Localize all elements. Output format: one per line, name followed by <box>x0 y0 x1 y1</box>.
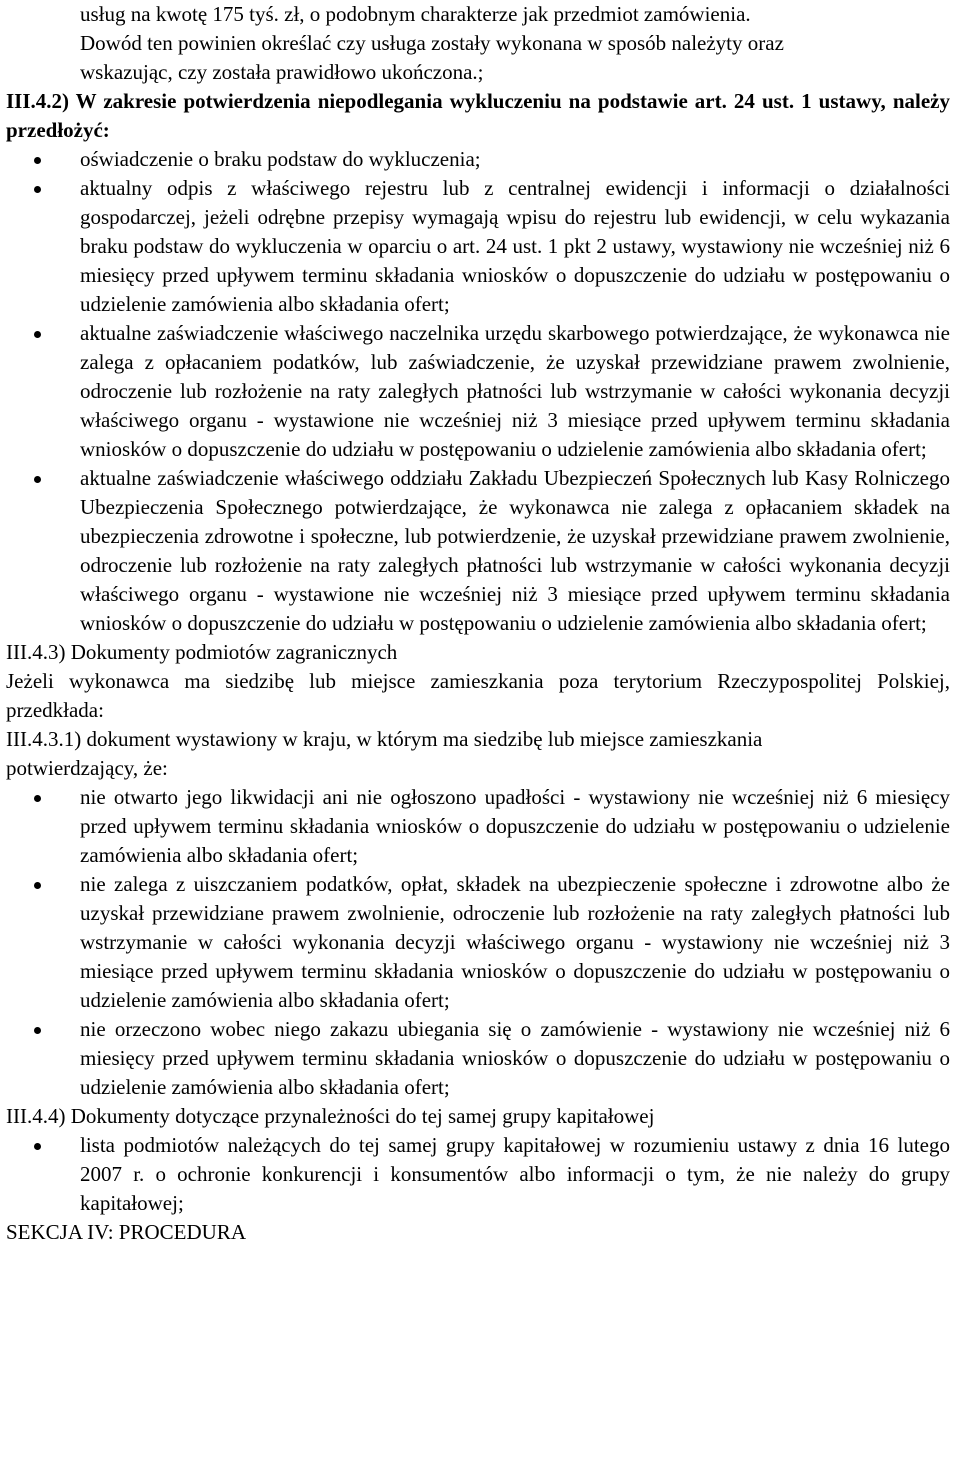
bullet-icon <box>34 1143 41 1150</box>
list-item-text: nie otwarto jego likwidacji ani nie ogłoszono upadłości - wystawiony nie wcześniej niż 6 miesięcy przed upływem terminu składania wniosków o dopuszczenie do udziału w postępowaniu o udzielenie zamówienia albo składania ofert; <box>80 785 950 867</box>
list-item-text: aktualne zaświadczenie właściwego naczelnika urzędu skarbowego potwierdzające, że wykonawca nie zalega z opłacaniem podatków, lub zaświadczenie, że uzyskał przewidziane prawem zwolnienie, odroczenie lub rozłożenie na raty zaległych płatności lub wstrzymanie w całości wykonania decyzji właściwego organu - wystawione nie wcześniej niż 3 miesiące przed upływem terminu składania wniosków o dopuszczenie do udziału w postępowaniu o udzielenie zamówienia albo składania ofert; <box>80 321 950 461</box>
section-343-heading: III.4.3) Dokumenty podmiotów zagranicznych <box>6 640 398 664</box>
intro-line: usług na kwotę 175 tyś. zł, o podobnym charakterze jak przedmiot zamówienia. <box>80 2 751 26</box>
list-item <box>6 1131 950 1218</box>
list-item <box>6 783 950 870</box>
section-3431-heading-cont: potwierdzający, że: <box>6 756 168 780</box>
document-page <box>6 0 950 1247</box>
section-iv-title: SEKCJA IV: PROCEDURA <box>6 1220 246 1244</box>
section-342-list <box>6 145 950 638</box>
intro-line: Dowód ten powinien określać czy usługa zostały wykonana w sposób należyty oraz <box>80 31 784 55</box>
list-item <box>6 464 950 638</box>
list-item <box>6 174 950 319</box>
list-item-text: nie zalega z uiszczaniem podatków, opłat, składek na ubezpieczenie społeczne i zdrowotne albo że uzyskał przewidziane prawem zwolnienie, odroczenie lub rozłożenie na raty zaległych płatności lub wstrzymanie w całości wykonania decyzji właściwego organu - wystawiony nie wcześniej niż 3 miesiące przed upływem terminu składania wniosków o dopuszczenie do udziału w postępowaniu o udzielenie zamówienia albo składania ofert; <box>80 872 950 1012</box>
list-item-text: aktualny odpis z właściwego rejestru lub z centralnej ewidencji i informacji o działalności gospodarczej, jeżeli odrębne przepisy wymagają wpisu do rejestru lub ewidencji, w celu wykazania braku podstaw do wykluczenia w oparciu o art. 24 ust. 1 pkt 2 ustawy, wystawiony nie wcześniej niż 6 miesięcy przed upływem terminu składania wniosków o dopuszczenie do udziału w postępowaniu o udzielenie zamówienia albo składania ofert; <box>80 176 950 316</box>
list-item <box>6 1015 950 1102</box>
bullet-icon <box>34 795 41 802</box>
section-3431-heading: III.4.3.1) dokument wystawiony w kraju, w którym ma siedzibę lub miejsce zamieszkania <box>6 727 763 751</box>
section-343-intro: Jeżeli wykonawca ma siedzibę lub miejsce zamieszkania poza terytorium Rzeczypospolitej Polskiej, przedkłada: <box>6 669 950 722</box>
list-item <box>6 319 950 464</box>
bullet-icon <box>34 331 41 338</box>
list-item-text: oświadczenie o braku podstaw do wykluczenia; <box>80 147 481 171</box>
list-item-text: nie orzeczono wobec niego zakazu ubiegania się o zamówienie - wystawiony nie wcześniej niż 6 miesięcy przed upływem terminu składania wniosków o dopuszczenie do udziału w postępowaniu o udzielenie zamówienia albo składania ofert; <box>80 1017 950 1099</box>
bullet-icon <box>34 186 41 193</box>
section-342-heading: III.4.2) W zakresie potwierdzenia niepodlegania wykluczeniu na podstawie art. 24 ust. 1 ustawy, należy przedłożyć: <box>6 89 950 142</box>
list-item-text: lista podmiotów należących do tej samej grupy kapitałowej w rozumieniu ustawy z dnia 16 lutego 2007 r. o ochronie konkurencji i konsumentów albo informacji o tym, że nie należy do grupy kapitałowej; <box>80 1133 950 1215</box>
section-344-heading: III.4.4) Dokumenty dotyczące przynależności do tej samej grupy kapitałowej <box>6 1104 655 1128</box>
section-343-list <box>6 783 950 1102</box>
bullet-icon <box>34 157 41 164</box>
section-344-list <box>6 1131 950 1218</box>
bullet-icon <box>34 882 41 889</box>
list-item <box>6 870 950 1015</box>
bullet-icon <box>34 476 41 483</box>
intro-paragraph <box>6 0 950 87</box>
list-item-text: aktualne zaświadczenie właściwego oddziału Zakładu Ubezpieczeń Społecznych lub Kasy Rolniczego Ubezpieczenia Społecznego potwierdzające, że wykonawca nie zalega z opłacaniem składek na ubezpieczenia zdrowotne i społeczne, lub potwierdzenie, że uzyskał przewidziane prawem zwolnienie, odroczenie lub rozłożenie na raty zaległych płatności lub wstrzymanie w całości wykonania decyzji właściwego organu - wystawione nie wcześniej niż 3 miesiące przed upływem terminu składania wniosków o dopuszczenie do udziału w postępowaniu o udzielenie zamówienia albo składania ofert; <box>80 466 950 635</box>
bullet-icon <box>34 1027 41 1034</box>
intro-line: wskazując, czy została prawidłowo ukończona.; <box>80 60 484 84</box>
list-item <box>6 145 950 174</box>
